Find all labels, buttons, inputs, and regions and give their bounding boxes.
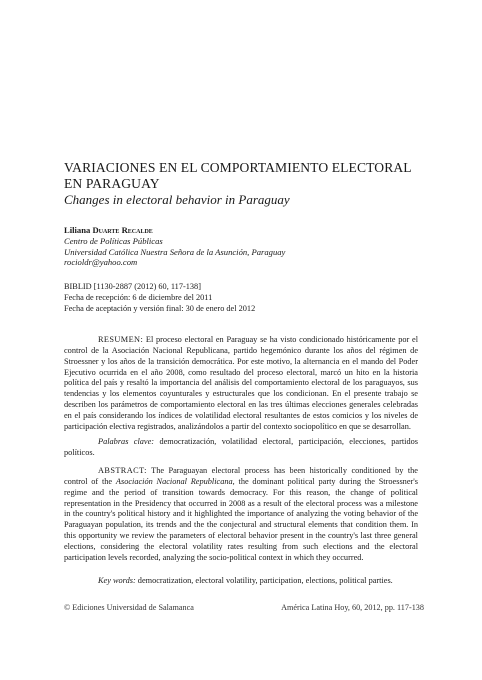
affiliation-2: Universidad Católica Nuestra Señora de la Asunción, Paraguay (64, 246, 286, 257)
resumen-label: RESUMEN: (98, 335, 144, 344)
article-title (64, 160, 424, 192)
footer-citation: América Latina Hoy, 60, 2012, pp. 117-138 (281, 603, 424, 612)
footer-publisher: © Ediciones Universidad de Salamanca (64, 603, 194, 612)
abstract-paragraph (64, 466, 418, 564)
key-words-section (64, 576, 418, 587)
palabras-clave-paragraph (64, 437, 418, 459)
author-first-name: Liliana (64, 225, 91, 235)
biblid: BIBLID [1130-2887 (2012) 60, 117-138] (64, 282, 201, 291)
key-words-paragraph (64, 576, 418, 587)
abstract-section (64, 466, 418, 564)
received-date: Fecha de recepción: 6 de diciembre del 2011 (64, 292, 213, 302)
abstract-text-before: The Paraguayan electoral process has been historically conditioned by the control of the (64, 466, 418, 486)
resumen-text: El proceso electoral en Paraguay se ha visto condicionado históricamente por el control de la Asociación Nacional Republicana, partido hegemónico durante los años del régimen de Stroessner y los años de la transición democrática. Por este motivo, la alternancia en el mando del Poder Ejecutivo ocurrida en el año 2008, como resultado del proceso electoral, marcó un hito en la historia política del país y resaltó la importancia del análisis del comportamiento electoral de los paraguayos, sus tendencias y los elementos coyunturales y estructurales que los condicionan. En el presente trabajo se describen los parámetros de comportamiento electoral en las tres últimas elecciones generales celebradas en el país considerando los índices de volatilidad electoral resultantes de estos comicios y los niveles de participación electiva registrados, analizándolos a partir del contexto sociopolítico en que se desarrollan. (64, 335, 418, 431)
resumen-paragraph (64, 335, 418, 433)
title-block (64, 160, 424, 208)
key-words-label: Key words: (98, 576, 136, 585)
publication-meta (64, 282, 424, 314)
key-words-text: democratization, electoral volatility, participation, elections, political parties. (137, 576, 393, 585)
author-email: rocioldr@yahoo.com (64, 257, 138, 268)
palabras-clave-section (64, 437, 418, 459)
author-line (64, 225, 424, 236)
abstract-party-name: Asociación Nacional Republicana (115, 476, 233, 486)
resumen-section (64, 335, 418, 433)
abstract-text-after: , the dominant political party during the Stroessner's regime and the period of transition towards democracy. For this reason, the change of political representation in the Presidency that occurred in 2008 as a result of the electoral process was a milestone in the country's political history and it highlighted the importance of analyzing the voting behavior of the Paraguayan population, its trends and the the conjectural and structural elements that condition them. In this opportunity we review the parameters of electoral behavior present in the country's last three general elections, considering the electoral volatility rates resulting from such elections and the electoral participation levels recorded, analyzing the socio-political context in which they occurred. (64, 476, 418, 562)
title-line-1: VARIACIONES EN EL COMPORTAMIENTO ELECTORAL (64, 160, 412, 175)
palabras-clave-text: democratización, volatilidad electoral, participación, elecciones, partidos políticos. (64, 437, 419, 457)
abstract-label: ABSTRACT: (98, 466, 147, 475)
affiliation-1: Centro de Políticas Públicas (64, 235, 163, 246)
accepted-date: Fecha de aceptación y versión final: 30 de enero del 2012 (64, 303, 256, 313)
author-block (64, 225, 424, 268)
palabras-clave-label: Palabras clave: (98, 437, 155, 446)
title-line-2: EN PARAGUAY (64, 176, 160, 191)
author-surname: Duarte Recalde (92, 225, 153, 235)
english-title: Changes in electoral behavior in Paraguay (64, 192, 290, 207)
